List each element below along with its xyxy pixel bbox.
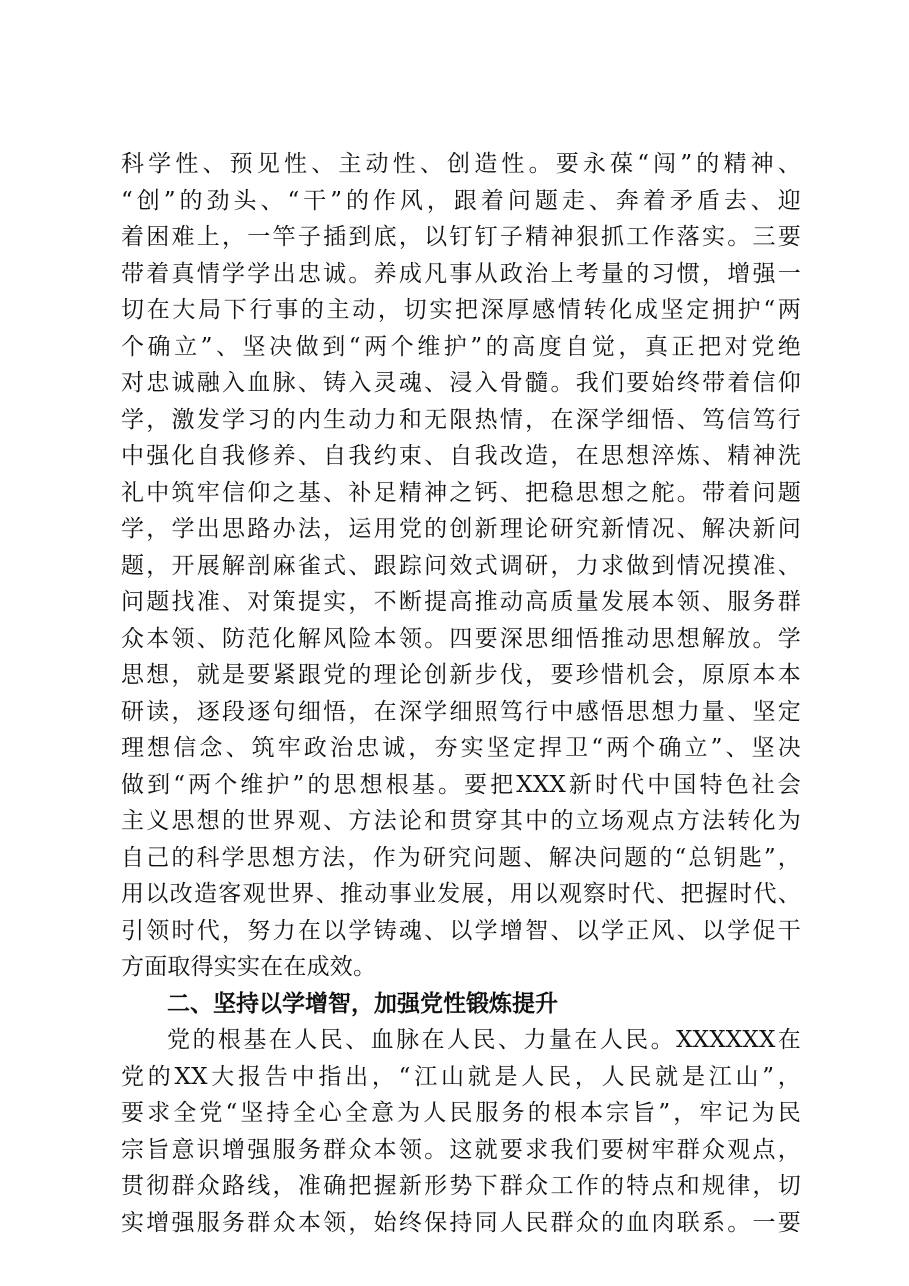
text-line: “创”的劲头、“干”的作风，跟着问题走、奔着矛盾去、迎 xyxy=(121,187,801,214)
text-line: 对忠诚融入血脉、铸入灵魂、浸入骨髓。我们要始终带着信仰 xyxy=(121,370,801,396)
text-line: 引领时代，努力在以学铸魂、以学增智、以学正风、以学促干 xyxy=(121,917,801,944)
text-line: 中强化自我修养、自我约束、自我改造，在思想淬炼、精神洗 xyxy=(121,443,801,469)
text-line: 要求全党“坚持全心全意为人民服务的根本宗旨”，牢记为民 xyxy=(121,1100,801,1126)
paragraph-2 xyxy=(121,1022,801,1241)
text-line: 理想信念、筑牢政治忠诚，夯实坚定捍卫“两个确立”、坚决 xyxy=(121,735,801,761)
text-line: 方面取得实实在在成效。 xyxy=(121,954,377,980)
text-line: 问题找准、对策提实，不断提高推动高质量发展本领、服务群 xyxy=(121,589,801,615)
text-line: 带着真情学学出忠诚。养成凡事从政治上考量的习惯，增强一 xyxy=(121,260,801,287)
text-line: 学，学出思路办法，运用党的创新理论研究新情况、解决新问 xyxy=(121,516,801,542)
text-line: 礼中筑牢信仰之基、补足精神之钙、把稳思想之舵。带着问题 xyxy=(121,479,801,506)
text-line: 思想，就是要紧跟党的理论创新步伐，要珍惜机会，原原本本 xyxy=(121,662,801,688)
text-line: 科学性、预见性、主动性、创造性。要永葆“闯”的精神、 xyxy=(121,151,801,177)
section-heading: 二、坚持以学增智，加强党性锻炼提升 xyxy=(167,990,558,1017)
text-line: 党的根基在人民、血脉在人民、力量在人民。XXXXXX在 xyxy=(167,1027,801,1053)
text-line: 学，激发学习的内生动力和无限热情，在深学细悟、笃信笃行 xyxy=(121,406,801,433)
text-line: 做到“两个维护”的思想根基。要把XXX新时代中国特色社会 xyxy=(121,771,801,798)
text-line: 贯彻群众路线，准确把握新形势下群众工作的特点和规律，切 xyxy=(121,1173,801,1199)
text-line: 实增强服务群众本领，始终保持同人民群众的血肉联系。一要 xyxy=(121,1209,801,1236)
text-line: 众本领、防范化解风险本领。四要深思细悟推动思想解放。学 xyxy=(121,625,801,652)
document-body xyxy=(121,146,801,1241)
text-line: 研读，逐段逐句细悟，在深学细照笃行中感悟思想力量、坚定 xyxy=(121,698,801,725)
text-line: 宗旨意识增强服务群众本领。这就要求我们要树牢群众观点， xyxy=(121,1136,801,1163)
text-line: 自己的科学思想方法，作为研究问题、解决问题的“总钥匙”， xyxy=(121,844,801,871)
text-line: 着困难上，一竿子插到底，以钉钉子精神狠抓工作落实。三要 xyxy=(121,224,801,250)
paragraph-1 xyxy=(121,146,801,986)
text-line: 用以改造客观世界、推动事业发展，用以观察时代、把握时代、 xyxy=(121,881,801,907)
text-line: 题，开展解剖麻雀式、跟踪问效式调研，力求做到情况摸准、 xyxy=(121,552,801,579)
text-line: 个确立”、坚决做到“两个维护”的高度自觉，真正把对党绝 xyxy=(121,333,801,360)
text-line: 党的XX大报告中指出，“江山就是人民，人民就是江山”， xyxy=(121,1063,801,1090)
text-line: 切在大局下行事的主动，切实把深厚感情转化成坚定拥护“两 xyxy=(121,297,801,323)
text-line: 主义思想的世界观、方法论和贯穿其中的立场观点方法转化为 xyxy=(121,808,801,834)
